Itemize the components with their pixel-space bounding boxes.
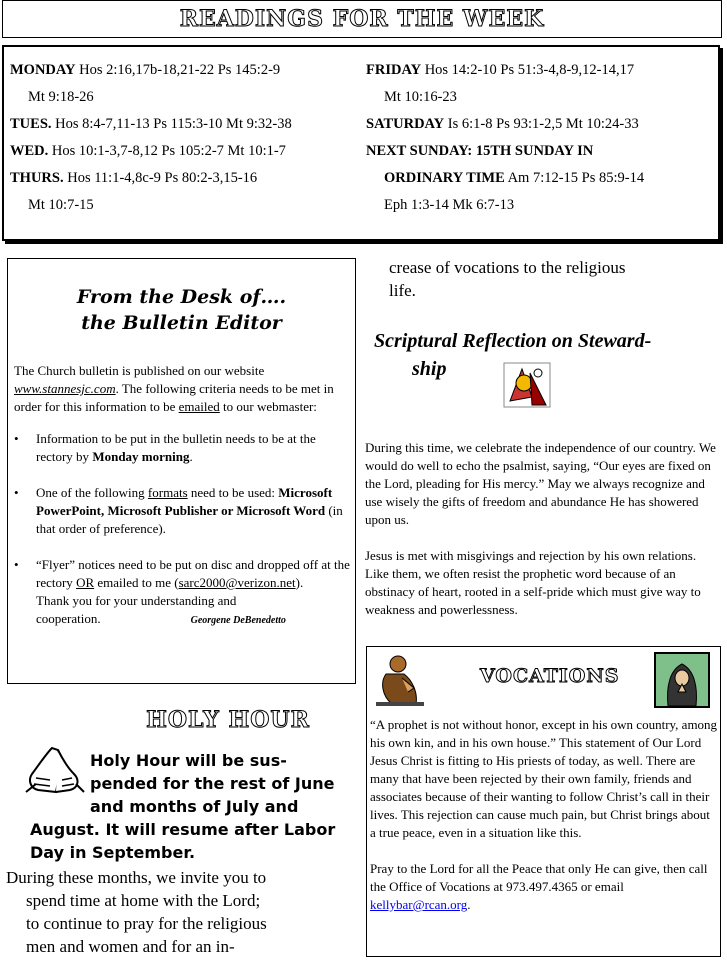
reading-monday: MONDAY Hos 2:16,17b-18,21-22 Ps 145:2-9 [10,62,281,78]
stewardship-body: During this time, we celebrate the independence of our country. We would do well to echo the psalmist, saying, “Our eyes are fixed on the Lord, pleading for His mercy.” May we always recognize and use wisely the gifts of freedom and abundance He has showered upon us. Jesus is met with misgivings and rejection by his own relations. Like them, we often resist the prophetic word because of an obstinacy of heart, rooted in a self-pride which must give way to weakness and powerlessness. [365,440,716,617]
criteria-item: • “Flyer” notices need to be put on disc and dropped off at the rectory OR emailed to me (sarc2000@verizon.net). Thank you for your understanding and cooperation. Georgene DeBenedetto [14,556,351,630]
kneeling-figure-icon [372,652,428,710]
page-title: READINGS FOR THE WEEK [179,6,545,32]
readings-right-column [366,57,716,219]
reading-sunday-cont: ORDINARY TIME Am 7:12-15 Ps 85:9-14 [384,170,645,186]
reading-saturday: SATURDAY Is 6:1-8 Ps 93:1-2,5 Mt 10:24-33 [366,116,639,132]
reading-tuesday: TUES. Hos 8:4-7,11-13 Ps 115:3-10 Mt 9:32-38 [10,116,292,132]
criteria-item: • One of the following formats need to be used: Microsoft PowerPoint, Microsoft Publisher or Microsoft Word (in that order of preference). [14,484,351,538]
reading-sunday-cont2: Eph 1:3-14 Mk 6:7-13 [384,197,515,213]
reading-friday: FRIDAY Hos 14:2-10 Ps 51:3-4,8-9,12-14,17 [366,62,635,78]
reading-thursday-cont: Mt 10:7-15 [28,197,94,213]
page-title-bar [2,0,722,38]
vocations-body: “A prophet is not without honor, except in his own country, among his own kin, and in his own house.” This statement of Our Lord Jesus Christ is fitting to His priests of today, as well. There are many that have been rejected by their own family, friends and associates because of their wanting to follow Christ’s call in their lives. This rejection can cause much pain, but Christ brings about a true peace, even in a situation like this. Pray to the Lord for all the Peace that only He can give, then call the Office of Vocations at 973.497.4365 or email kellybar@rcan.org. [370,717,718,912]
stewardship-title: Scriptural Reflection on Steward- ship [374,330,652,380]
vocations-title: VOCATIONS [480,665,620,687]
reading-monday-cont: Mt 9:18-26 [28,89,94,105]
reading-friday-cont: Mt 10:16-23 [384,89,457,105]
vocations-email-link[interactable]: kellybar@rcan.org [370,897,468,912]
holy-hour-notice: Holy Hour will be sus- pended for the rest of June and months of July and August. It will resume after Labor Day in September. [30,751,336,862]
reading-wednesday: WED. Hos 10:1-3,7-8,12 Ps 105:2-7 Mt 10:1-7 [10,143,286,159]
readings-box [2,45,720,241]
holy-hour-body: During these months, we invite you to spend time at home with the Lord; to continue to pray for the religious men and women and for an in- [6,868,267,956]
vocations-continued: crease of vocations to the religious life. [389,258,626,300]
desk-intro: The Church bulletin is published on our website www.stannesjc.com. The following criteria needs to be met in order for this information to be emailed to our webmaster: [14,363,334,414]
readings-left-column [10,57,360,219]
website-link[interactable]: www.stannesjc.com [14,381,116,396]
criteria-item: • Information to be put in the bulletin needs to be at the rectory by Monday morning. [14,430,351,466]
bulletin-editor-box [7,258,356,684]
stewardship-icon [502,361,552,409]
desk-body [14,362,351,630]
praying-nun-icon [654,652,710,708]
signature: Georgene DeBenedetto [190,615,286,626]
holy-hour-title: HOLY HOUR [146,707,310,733]
editor-email-link[interactable]: sarc2000@verizon.net [178,575,296,590]
reading-thursday: THURS. Hos 11:1-4,8c-9 Ps 80:2-3,15-16 [10,170,258,186]
desk-title: From the Desk of…. the Bulletin Editor [76,286,287,334]
reading-sunday: NEXT SUNDAY: 15TH SUNDAY IN [366,143,594,159]
